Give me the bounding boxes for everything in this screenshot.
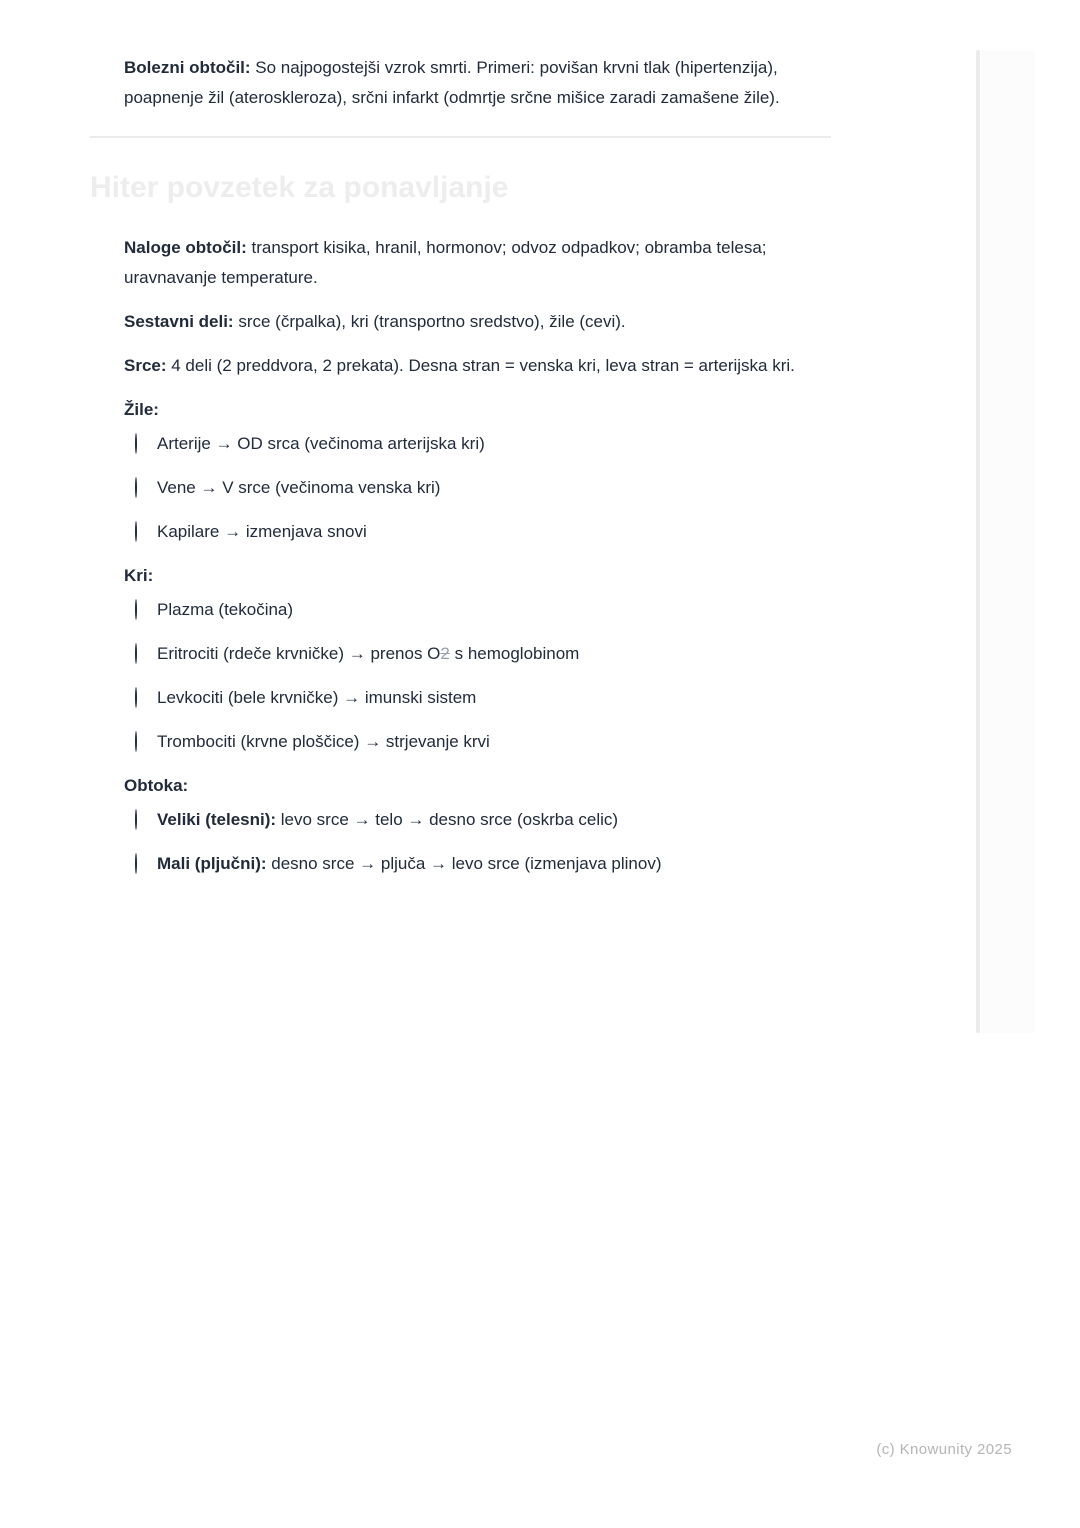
- sub-bullet-label: Veliki (telesni):: [157, 810, 277, 829]
- circle-bullet-icon: [124, 683, 157, 713]
- bullet-label: Naloge obtočil:: [124, 238, 247, 257]
- sub-bullet-body: desno srce → pljuča → levo srce (izmenjava plinov): [266, 854, 662, 873]
- sub-list: [124, 805, 831, 879]
- bullet-icon: [90, 561, 124, 757]
- sub-list: [124, 595, 831, 757]
- sub-list-item: [124, 517, 831, 547]
- sub-list-item: [124, 683, 831, 713]
- bullet-text: [124, 351, 831, 381]
- list-item: [90, 53, 831, 113]
- sub-bullet-text: Plazma (tekočina): [157, 600, 294, 619]
- section-divider: [90, 136, 831, 138]
- list-item: [90, 561, 831, 757]
- circle-bullet-icon: [124, 473, 157, 503]
- summary-list: [90, 233, 831, 879]
- bullet-text: [124, 307, 831, 337]
- list-item: [90, 351, 831, 381]
- bullet-icon: [90, 53, 124, 113]
- sub-list: [124, 429, 831, 547]
- sub-list-item: [124, 473, 831, 503]
- scroll-gutter: [981, 50, 1035, 1033]
- list-item: [90, 395, 831, 547]
- bullet-label: Obtoka:: [124, 776, 189, 795]
- sub-list-item: [124, 639, 831, 669]
- bullet-label: Bolezni obtočil:: [124, 58, 251, 77]
- sub-list-item: [124, 595, 831, 625]
- bullet-label: Sestavni deli:: [124, 312, 234, 331]
- bullet-body: 4 deli (2 preddvora, 2 prekata). Desna stran = venska kri, leva stran = arterijska kri.: [166, 356, 795, 375]
- bullet-text: [124, 233, 831, 293]
- circle-bullet-icon: [124, 805, 157, 835]
- sub-list-item: [124, 727, 831, 757]
- bullet-body: transport kisika, hranil, hormonov; odvoz odpadkov; obramba telesa; uravnavanje temperature.: [124, 238, 767, 287]
- bullet-icon: [90, 771, 124, 879]
- bullet-body: So najpogostejši vzrok smrti. Primeri: povišan krvni tlak (hipertenzija), poapnenje žil (ateroskleroza), srčni infarkt (odmrtje srčne mišice zaradi zamašene žile).: [124, 58, 780, 107]
- text-segment: s hemoglobinom: [449, 644, 580, 663]
- bullet-icon: [90, 233, 124, 293]
- sub-bullet-text: [157, 805, 831, 835]
- circle-bullet-icon: [124, 727, 157, 757]
- bullet-text: [124, 561, 831, 757]
- copyright-footer: (c) Knowunity 2025: [876, 1441, 1012, 1458]
- sub-bullet-body: levo srce → telo → desno srce (oskrba celic): [276, 810, 619, 829]
- sub-bullet-label: Mali (pljučni):: [157, 854, 267, 873]
- sub-bullet-text: Arterije → OD srca (večinoma arterijska kri): [157, 434, 485, 453]
- bullet-body: srce (črpalka), kri (transportno sredstvo), žile (cevi).: [233, 312, 626, 331]
- bullet-icon: [90, 395, 124, 547]
- sub-bullet-text: Levkociti (bele krvničke) → imunski sistem: [157, 688, 477, 707]
- circle-bullet-icon: [124, 849, 157, 879]
- sub-bullet-text: Vene → V srce (večinoma venska kri): [157, 478, 441, 497]
- circle-bullet-icon: [124, 517, 157, 547]
- watermark-heading: Hiter povzetek za ponavljanje: [90, 171, 509, 204]
- sub-list-item: [124, 849, 831, 879]
- circle-bullet-icon: [124, 595, 157, 625]
- sub-bullet-text: Trombociti (krvne ploščice) → strjevanje krvi: [157, 732, 490, 751]
- intro-list: [90, 53, 831, 113]
- sub-bullet-text: [157, 639, 831, 669]
- bullet-label: Kri:: [124, 566, 154, 585]
- scrollbar[interactable]: [976, 50, 980, 1033]
- bullet-text: [124, 771, 831, 879]
- circle-bullet-icon: [124, 429, 157, 459]
- list-item: [90, 307, 831, 337]
- sub-list-item: [124, 429, 831, 459]
- bullet-icon: [90, 351, 124, 381]
- circle-bullet-icon: [124, 639, 157, 669]
- list-item: [90, 771, 831, 879]
- bullet-label: Žile:: [124, 400, 159, 419]
- document-content: [90, 53, 831, 893]
- strikethrough-text: 2: [440, 644, 450, 663]
- bullet-icon: [90, 307, 124, 337]
- bullet-text: [124, 53, 831, 113]
- sub-bullet-text: Kapilare → izmenjava snovi: [157, 522, 367, 541]
- list-item: [90, 233, 831, 293]
- sub-list-item: [124, 805, 831, 835]
- sub-bullet-text: [157, 849, 831, 879]
- bullet-text: [124, 395, 831, 547]
- bullet-label: Srce:: [124, 356, 167, 375]
- text-segment: Eritrociti (rdeče krvničke) → prenos O: [157, 644, 441, 663]
